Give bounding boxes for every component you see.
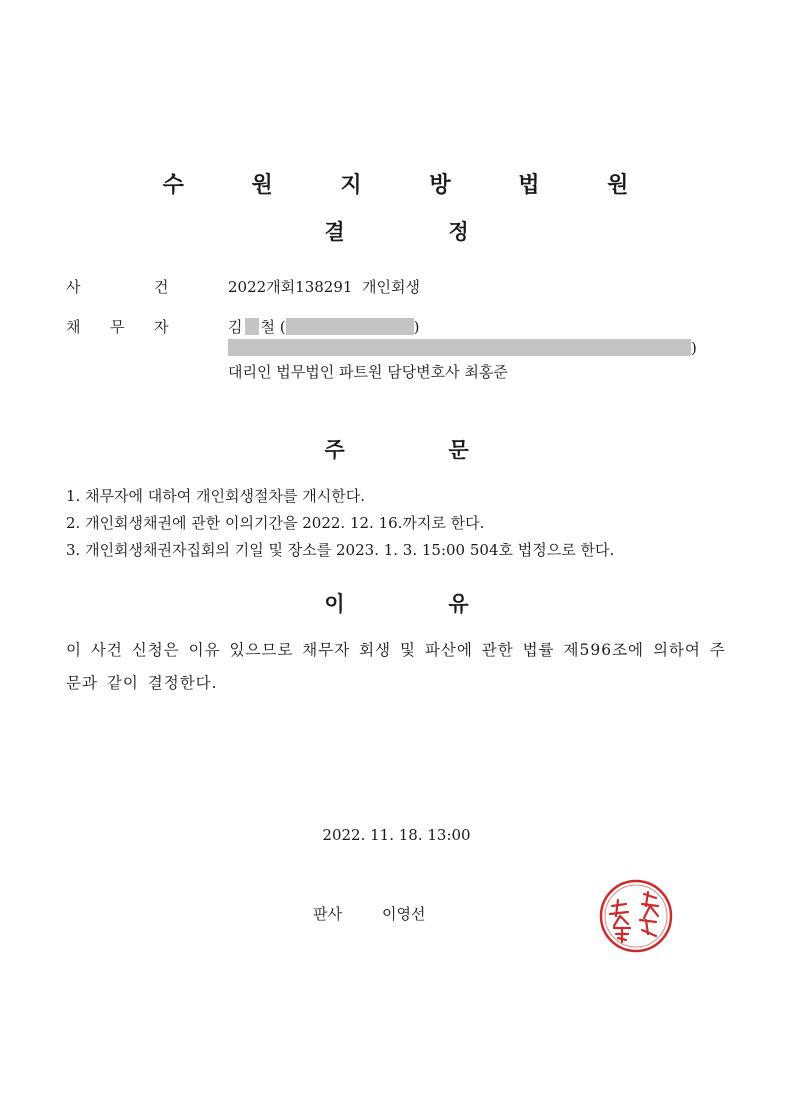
court-name: 수 원 지 방 법 원 [162,173,659,198]
case-number: 2022개회138291 [228,278,353,296]
order-item-2: 2. 개인회생채권에 관한 이의기간을 2022. 12. 16.까지로 한다. [66,514,485,532]
id-open: ( [279,318,286,336]
decision-date: 2022. 11. 18. 13:00 [322,826,471,844]
case-type: 개인회생 [361,278,420,296]
document-title-right: 정 [448,220,469,244]
id-redaction [286,318,414,335]
judge-signature-line [313,903,425,924]
address-redaction [228,339,691,356]
order-title: 주 문 [324,438,469,462]
judge-title: 판사 [313,905,342,923]
document-title [0,216,793,246]
debtor-name-first: 김 [228,318,243,336]
debtor-name-last: 철 [260,318,275,336]
id-close: ) [413,318,420,336]
address-close: ) [691,339,697,357]
case-label: 사 건 [66,278,169,296]
reason-text: 이 사건 신청은 이유 있으므로 채무자 회생 및 파산에 관한 법률 제596조에 의하여 주문과 같이 결정한다. [66,641,726,692]
judge-seal-stamp [596,876,676,956]
reason-title: 이 유 [324,592,469,616]
debtor-agent: 대리인 법무법인 파트원 담당변호사 최홍준 [228,363,508,381]
debtor-address-line [228,339,697,357]
case-value [228,276,420,297]
debtor-name-line [228,316,420,337]
order-item-1: 1. 채무자에 대하여 개인회생절차를 개시한다. [66,487,365,505]
order-item-3: 3. 개인회생채권자집회의 기일 및 장소를 2023. 1. 3. 15:00 504호 법정으로 한다. [66,541,615,559]
document-title-left: 결 [324,220,345,244]
judge-name: 이영선 [381,905,426,923]
debtor-label: 채 무 자 [66,318,169,336]
name-redaction [245,318,259,335]
